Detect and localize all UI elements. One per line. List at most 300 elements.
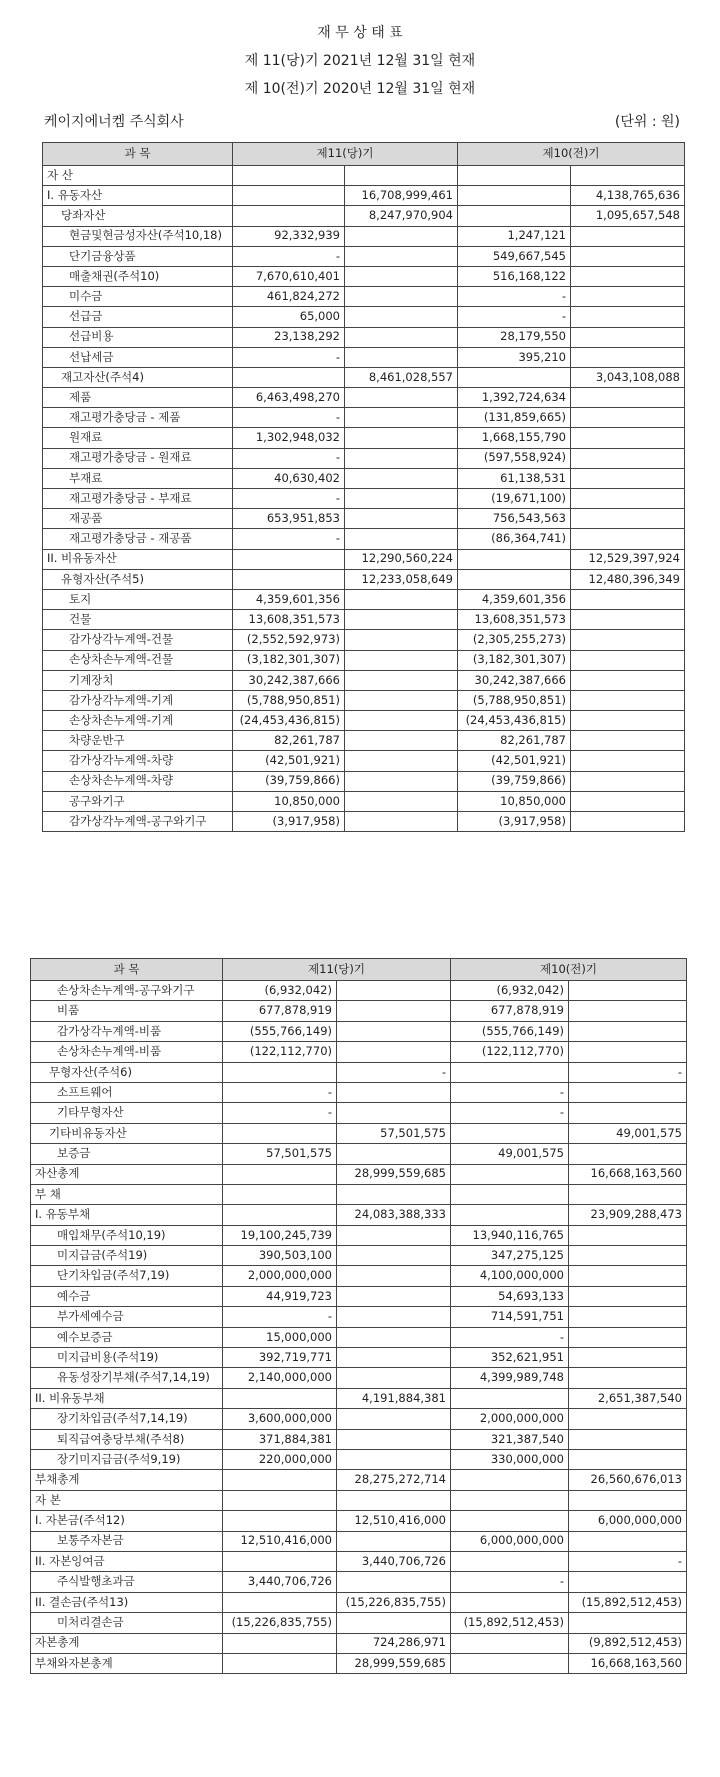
table-row <box>43 509 685 529</box>
current-detail-cell <box>223 1551 337 1571</box>
current-subtotal-cell <box>345 408 458 428</box>
prior-detail-cell <box>451 1592 569 1612</box>
prior-detail-cell: 1,247,121 <box>458 226 571 246</box>
current-detail-cell: 3,600,000,000 <box>223 1409 337 1429</box>
prior-subtotal-cell <box>571 347 685 367</box>
current-subtotal-cell <box>337 1327 451 1347</box>
current-detail-cell: - <box>223 1307 337 1327</box>
prior-subtotal-cell <box>569 1307 687 1327</box>
table-row <box>43 731 685 751</box>
current-subtotal-cell <box>345 489 458 509</box>
current-detail-cell: 23,138,292 <box>233 327 345 347</box>
account-cell: 부재료 <box>43 468 233 488</box>
prior-subtotal-cell <box>571 408 685 428</box>
prior-subtotal-cell <box>571 448 685 468</box>
prior-detail-cell: - <box>458 287 571 307</box>
prior-detail-cell <box>451 1633 569 1653</box>
current-subtotal-cell <box>337 1286 451 1306</box>
account-cell: I. 자본금(주석12) <box>31 1511 223 1531</box>
current-detail-cell: (2,552,592,973) <box>233 630 345 650</box>
prior-subtotal-cell <box>571 670 685 690</box>
prior-detail-cell: (24,453,436,815) <box>458 711 571 731</box>
table-header-row <box>31 959 687 981</box>
account-cell: 건물 <box>43 610 233 630</box>
account-cell: 손상차손누계액-건물 <box>43 650 233 670</box>
prior-subtotal-cell: 23,909,288,473 <box>569 1205 687 1225</box>
prior-detail-cell: 4,359,601,356 <box>458 589 571 609</box>
period-current: 제 11(당)기 2021년 12월 31일 현재 <box>244 53 476 69</box>
prior-subtotal-cell <box>571 468 685 488</box>
table-row <box>31 1103 687 1123</box>
account-cell: 매출채권(주석10) <box>43 266 233 286</box>
prior-detail-cell <box>451 1470 569 1490</box>
account-cell: 보증금 <box>31 1144 223 1164</box>
current-subtotal-cell <box>345 589 458 609</box>
current-subtotal-cell <box>345 166 458 186</box>
table-row <box>31 1409 687 1429</box>
current-detail-cell: (24,453,436,815) <box>233 711 345 731</box>
prior-subtotal-cell <box>569 1042 687 1062</box>
current-subtotal-cell <box>345 690 458 710</box>
company-name: 케이지에너켐 주식회사 <box>44 114 184 130</box>
prior-subtotal-cell: 26,560,676,013 <box>569 1470 687 1490</box>
prior-detail-cell <box>451 1490 569 1510</box>
table-row <box>31 1184 687 1204</box>
prior-detail-cell: - <box>451 1103 569 1123</box>
table-row <box>31 1653 687 1673</box>
account-cell: 재고자산(주석4) <box>43 367 233 387</box>
prior-detail-cell <box>451 1653 569 1673</box>
current-subtotal-cell <box>345 327 458 347</box>
prior-detail-cell: 4,399,989,748 <box>451 1368 569 1388</box>
current-detail-cell <box>223 1470 337 1490</box>
table-row <box>43 529 685 549</box>
current-detail-cell: (122,112,770) <box>223 1042 337 1062</box>
table-row <box>31 1633 687 1653</box>
prior-detail-cell: - <box>451 1082 569 1102</box>
balance-sheet-table-1 <box>42 142 685 832</box>
current-detail-cell: 82,261,787 <box>233 731 345 751</box>
prior-detail-cell <box>451 1205 569 1225</box>
current-subtotal-cell: (15,226,835,755) <box>337 1592 451 1612</box>
account-cell: 재고평가충당금 - 제품 <box>43 408 233 428</box>
current-detail-cell: (5,788,950,851) <box>233 690 345 710</box>
account-cell: 재고평가충당금 - 원재료 <box>43 448 233 468</box>
prior-detail-cell: 714,591,751 <box>451 1307 569 1327</box>
prior-detail-cell: (131,859,665) <box>458 408 571 428</box>
table-row <box>43 569 685 589</box>
current-detail-cell: - <box>233 529 345 549</box>
current-detail-cell: 2,000,000,000 <box>223 1266 337 1286</box>
table-header-row <box>43 143 685 166</box>
account-cell: 선납세금 <box>43 347 233 367</box>
table-row <box>43 246 685 266</box>
prior-detail-cell: 321,387,540 <box>451 1429 569 1449</box>
current-detail-cell: 40,630,402 <box>233 468 345 488</box>
table-row <box>43 489 685 509</box>
current-subtotal-cell <box>345 246 458 266</box>
prior-detail-cell <box>451 1062 569 1082</box>
statement-title: 재 무 상 태 표 <box>317 25 403 41</box>
table-row <box>43 226 685 246</box>
table-row <box>43 428 685 448</box>
table-row <box>31 1592 687 1612</box>
account-cell: 장기차입금(주석7,14,19) <box>31 1409 223 1429</box>
prior-subtotal-cell <box>571 630 685 650</box>
current-detail-cell: (42,501,921) <box>233 751 345 771</box>
current-subtotal-cell <box>345 509 458 529</box>
prior-detail-cell: (2,305,255,273) <box>458 630 571 650</box>
table-row <box>43 812 685 832</box>
prior-detail-cell: (555,766,149) <box>451 1021 569 1041</box>
account-cell: 감가상각누계액-공구와기구 <box>43 812 233 832</box>
current-detail-cell: 65,000 <box>233 307 345 327</box>
prior-subtotal-cell <box>569 1184 687 1204</box>
table-row <box>31 1490 687 1510</box>
current-subtotal-cell <box>337 1144 451 1164</box>
current-subtotal-cell <box>345 529 458 549</box>
current-subtotal-cell <box>337 1307 451 1327</box>
prior-subtotal-cell <box>569 1225 687 1245</box>
current-subtotal-cell <box>337 1429 451 1449</box>
table-row <box>31 1327 687 1347</box>
current-subtotal-cell <box>345 448 458 468</box>
account-cell: 감가상각누계액-비품 <box>31 1021 223 1041</box>
account-cell: 장기미지급금(주석9,19) <box>31 1449 223 1469</box>
table-row <box>43 186 685 206</box>
table-row <box>43 307 685 327</box>
current-subtotal-cell <box>345 347 458 367</box>
prior-subtotal-cell: 16,668,163,560 <box>569 1164 687 1184</box>
prior-detail-cell: 352,621,951 <box>451 1348 569 1368</box>
current-detail-cell: (555,766,149) <box>223 1021 337 1041</box>
table-row <box>43 408 685 428</box>
account-cell: 재공품 <box>43 509 233 529</box>
current-subtotal-cell <box>345 388 458 408</box>
prior-detail-cell: (15,892,512,453) <box>451 1613 569 1633</box>
prior-detail-cell: (3,917,958) <box>458 812 571 832</box>
current-detail-cell <box>223 1490 337 1510</box>
prior-subtotal-cell <box>569 1409 687 1429</box>
prior-subtotal-cell <box>571 650 685 670</box>
prior-detail-cell: 347,275,125 <box>451 1246 569 1266</box>
current-detail-cell: 390,503,100 <box>223 1246 337 1266</box>
current-subtotal-cell <box>337 1490 451 1510</box>
account-cell: II. 결손금(주석13) <box>31 1592 223 1612</box>
current-detail-cell: 4,359,601,356 <box>233 589 345 609</box>
current-subtotal-cell <box>337 1021 451 1041</box>
table-row <box>31 1449 687 1469</box>
prior-detail-cell: 549,667,545 <box>458 246 571 266</box>
prior-subtotal-cell <box>569 1246 687 1266</box>
account-cell: 현금및현금성자산(주석10,18) <box>43 226 233 246</box>
current-subtotal-cell: 57,501,575 <box>337 1123 451 1143</box>
account-cell: 미수금 <box>43 287 233 307</box>
account-cell: 미처리결손금 <box>31 1613 223 1633</box>
prior-subtotal-cell <box>569 1490 687 1510</box>
account-cell: 유동성장기부채(주석7,14,19) <box>31 1368 223 1388</box>
table-row <box>43 468 685 488</box>
prior-detail-cell: 677,878,919 <box>451 1001 569 1021</box>
table-row <box>43 347 685 367</box>
current-detail-cell: 7,670,610,401 <box>233 266 345 286</box>
current-detail-cell <box>223 1164 337 1184</box>
current-detail-cell: - <box>223 1082 337 1102</box>
table-row <box>31 1266 687 1286</box>
account-cell: 기계장치 <box>43 670 233 690</box>
account-cell: 예수보증금 <box>31 1327 223 1347</box>
current-subtotal-cell <box>337 1225 451 1245</box>
table-row <box>31 1021 687 1041</box>
prior-subtotal-cell <box>571 771 685 791</box>
table-row <box>31 1388 687 1408</box>
prior-detail-cell: 330,000,000 <box>451 1449 569 1469</box>
current-detail-cell: 461,824,272 <box>233 287 345 307</box>
prior-subtotal-cell <box>569 1613 687 1633</box>
current-detail-cell <box>223 1184 337 1204</box>
current-detail-cell: (6,932,042) <box>223 981 337 1001</box>
current-subtotal-cell <box>337 1042 451 1062</box>
current-detail-cell: 3,440,706,726 <box>223 1572 337 1592</box>
prior-subtotal-cell <box>569 1429 687 1449</box>
current-detail-cell: - <box>233 347 345 367</box>
current-subtotal-cell <box>345 711 458 731</box>
current-subtotal-cell: 3,440,706,726 <box>337 1551 451 1571</box>
current-subtotal-cell: 12,510,416,000 <box>337 1511 451 1531</box>
current-subtotal-cell: 16,708,999,461 <box>345 186 458 206</box>
table-row <box>31 1531 687 1551</box>
current-detail-cell <box>223 1062 337 1082</box>
header-account: 과 목 <box>31 959 223 981</box>
current-subtotal-cell <box>345 751 458 771</box>
account-cell: 자 본 <box>31 1490 223 1510</box>
current-detail-cell <box>223 1653 337 1673</box>
account-cell: 손상차손누계액-비품 <box>31 1042 223 1062</box>
table-row <box>43 327 685 347</box>
table-row <box>43 287 685 307</box>
current-detail-cell <box>223 1511 337 1531</box>
current-subtotal-cell <box>337 981 451 1001</box>
prior-detail-cell <box>458 166 571 186</box>
prior-detail-cell: (39,759,866) <box>458 771 571 791</box>
account-cell: 유형자산(주석5) <box>43 569 233 589</box>
current-detail-cell: 392,719,771 <box>223 1348 337 1368</box>
prior-detail-cell: 6,000,000,000 <box>451 1531 569 1551</box>
account-cell: 부 채 <box>31 1184 223 1204</box>
table-row <box>43 367 685 387</box>
current-subtotal-cell <box>345 287 458 307</box>
current-detail-cell: 220,000,000 <box>223 1449 337 1469</box>
prior-subtotal-cell <box>571 711 685 731</box>
current-subtotal-cell <box>345 670 458 690</box>
prior-subtotal-cell: 16,668,163,560 <box>569 1653 687 1673</box>
account-cell: 감가상각누계액-기계 <box>43 690 233 710</box>
current-detail-cell: - <box>223 1103 337 1123</box>
current-subtotal-cell <box>337 1184 451 1204</box>
current-subtotal-cell <box>345 630 458 650</box>
table-row <box>31 1123 687 1143</box>
prior-detail-cell: 1,668,155,790 <box>458 428 571 448</box>
account-cell: 선급비용 <box>43 327 233 347</box>
current-subtotal-cell <box>345 307 458 327</box>
current-subtotal-cell: 12,290,560,224 <box>345 549 458 569</box>
prior-detail-cell: 30,242,387,666 <box>458 670 571 690</box>
prior-subtotal-cell <box>569 1327 687 1347</box>
prior-subtotal-cell <box>569 1449 687 1469</box>
table-row <box>31 1348 687 1368</box>
current-detail-cell: (39,759,866) <box>233 771 345 791</box>
prior-detail-cell <box>458 569 571 589</box>
prior-detail-cell <box>451 1123 569 1143</box>
current-subtotal-cell <box>337 1348 451 1368</box>
current-detail-cell: (15,226,835,755) <box>223 1613 337 1633</box>
table-row <box>31 1429 687 1449</box>
prior-detail-cell: 54,693,133 <box>451 1286 569 1306</box>
prior-subtotal-cell: - <box>569 1551 687 1571</box>
current-detail-cell: 2,140,000,000 <box>223 1368 337 1388</box>
table-row <box>43 711 685 731</box>
prior-detail-cell <box>458 186 571 206</box>
current-detail-cell: 10,850,000 <box>233 791 345 811</box>
table-row <box>31 1551 687 1571</box>
prior-subtotal-cell: 1,095,657,548 <box>571 206 685 226</box>
table-row <box>43 549 685 569</box>
prior-detail-cell: 82,261,787 <box>458 731 571 751</box>
account-cell: 부채와자본총계 <box>31 1653 223 1673</box>
prior-detail-cell: 395,210 <box>458 347 571 367</box>
account-cell: 선급금 <box>43 307 233 327</box>
account-cell: 무형자산(주석6) <box>31 1062 223 1082</box>
current-detail-cell <box>233 166 345 186</box>
current-subtotal-cell: 12,233,058,649 <box>345 569 458 589</box>
current-subtotal-cell <box>337 1531 451 1551</box>
prior-detail-cell: 2,000,000,000 <box>451 1409 569 1429</box>
account-cell: 기타비유동자산 <box>31 1123 223 1143</box>
prior-detail-cell: (86,364,741) <box>458 529 571 549</box>
prior-subtotal-cell <box>569 1286 687 1306</box>
account-cell: 손상차손누계액-차량 <box>43 771 233 791</box>
prior-detail-cell <box>458 367 571 387</box>
table-row <box>43 388 685 408</box>
current-detail-cell: 13,608,351,573 <box>233 610 345 630</box>
current-subtotal-cell <box>345 610 458 630</box>
prior-subtotal-cell: 2,651,387,540 <box>569 1388 687 1408</box>
current-subtotal-cell <box>337 1572 451 1592</box>
current-subtotal-cell <box>345 650 458 670</box>
current-detail-cell: 653,951,853 <box>233 509 345 529</box>
table-row <box>43 771 685 791</box>
current-subtotal-cell <box>337 1409 451 1429</box>
prior-subtotal-cell <box>569 1266 687 1286</box>
account-cell: II. 자본잉여금 <box>31 1551 223 1571</box>
prior-subtotal-cell <box>569 981 687 1001</box>
table-row <box>43 266 685 286</box>
prior-detail-cell: 4,100,000,000 <box>451 1266 569 1286</box>
account-cell: 공구와기구 <box>43 791 233 811</box>
table-row <box>43 650 685 670</box>
prior-detail-cell: (6,932,042) <box>451 981 569 1001</box>
current-subtotal-cell: 28,999,559,685 <box>337 1164 451 1184</box>
current-detail-cell: 92,332,939 <box>233 226 345 246</box>
current-subtotal-cell <box>345 771 458 791</box>
table-row <box>43 690 685 710</box>
current-detail-cell <box>233 186 345 206</box>
header-current: 제11(당)기 <box>223 959 451 981</box>
current-detail-cell <box>233 549 345 569</box>
prior-detail-cell: (122,112,770) <box>451 1042 569 1062</box>
current-detail-cell: (3,917,958) <box>233 812 345 832</box>
current-detail-cell: 44,919,723 <box>223 1286 337 1306</box>
account-cell: 제품 <box>43 388 233 408</box>
prior-subtotal-cell <box>571 509 685 529</box>
current-detail-cell: 19,100,245,739 <box>223 1225 337 1245</box>
account-cell: 당좌자산 <box>43 206 233 226</box>
prior-subtotal-cell: 6,000,000,000 <box>569 1511 687 1531</box>
prior-subtotal-cell <box>569 1368 687 1388</box>
account-cell: 자본총계 <box>31 1633 223 1653</box>
prior-subtotal-cell <box>569 1001 687 1021</box>
table-row <box>43 751 685 771</box>
account-cell: 재고평가충당금 - 재공품 <box>43 529 233 549</box>
prior-detail-cell: 28,179,550 <box>458 327 571 347</box>
prior-subtotal-cell: 49,001,575 <box>569 1123 687 1143</box>
account-cell: 부채총계 <box>31 1470 223 1490</box>
prior-detail-cell: (3,182,301,307) <box>458 650 571 670</box>
account-cell: 퇴직급여충당부채(주석8) <box>31 1429 223 1449</box>
prior-subtotal-cell <box>571 610 685 630</box>
prior-detail-cell: 1,392,724,634 <box>458 388 571 408</box>
account-cell: 손상차손누계액-공구와기구 <box>31 981 223 1001</box>
current-detail-cell: - <box>233 448 345 468</box>
current-detail-cell <box>233 569 345 589</box>
current-subtotal-cell <box>345 731 458 751</box>
current-detail-cell <box>223 1205 337 1225</box>
current-subtotal-cell <box>337 1082 451 1102</box>
account-cell: 주식발행초과금 <box>31 1572 223 1592</box>
prior-subtotal-cell <box>569 1082 687 1102</box>
prior-detail-cell: 13,940,116,765 <box>451 1225 569 1245</box>
prior-detail-cell: 756,543,563 <box>458 509 571 529</box>
account-cell: 단기금융상품 <box>43 246 233 266</box>
table-row <box>31 1225 687 1245</box>
current-subtotal-cell: 724,286,971 <box>337 1633 451 1653</box>
current-subtotal-cell: 28,275,272,714 <box>337 1470 451 1490</box>
account-cell: 기타무형자산 <box>31 1103 223 1123</box>
account-cell: 감가상각누계액-건물 <box>43 630 233 650</box>
prior-subtotal-cell <box>571 812 685 832</box>
current-detail-cell: 15,000,000 <box>223 1327 337 1347</box>
current-detail-cell: 677,878,919 <box>223 1001 337 1021</box>
current-detail-cell: - <box>233 246 345 266</box>
table-row <box>43 206 685 226</box>
prior-detail-cell: 49,001,575 <box>451 1144 569 1164</box>
prior-subtotal-cell: (9,892,512,453) <box>569 1633 687 1653</box>
account-cell: 자산총계 <box>31 1164 223 1184</box>
current-subtotal-cell <box>337 1103 451 1123</box>
current-subtotal-cell <box>345 791 458 811</box>
table-row <box>31 1144 687 1164</box>
prior-subtotal-cell: 12,529,397,924 <box>571 549 685 569</box>
account-cell: 원재료 <box>43 428 233 448</box>
prior-subtotal-cell: - <box>569 1062 687 1082</box>
table-row <box>31 1082 687 1102</box>
prior-subtotal-cell <box>571 731 685 751</box>
prior-subtotal-cell <box>571 266 685 286</box>
current-detail-cell: - <box>233 489 345 509</box>
account-cell: 미지급금(주석19) <box>31 1246 223 1266</box>
table-row <box>31 1042 687 1062</box>
current-subtotal-cell <box>345 266 458 286</box>
